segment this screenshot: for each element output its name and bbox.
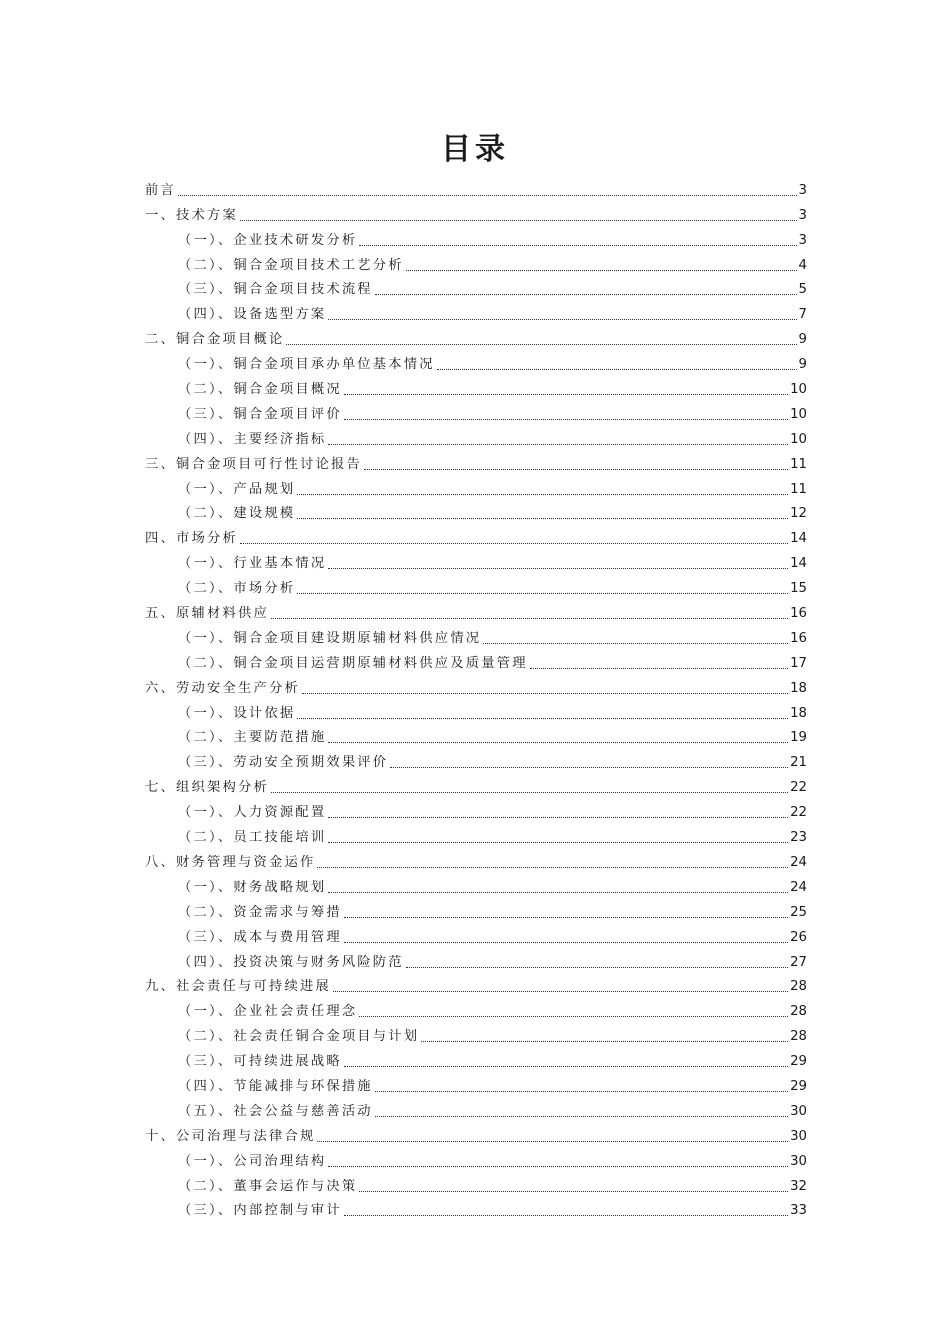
toc-entry-page-number: 5	[798, 282, 807, 298]
dot-leader	[178, 194, 797, 196]
dot-leader	[344, 1214, 788, 1216]
toc-entry-page-number: 7	[798, 307, 807, 323]
toc-entry-label: （一）、公司治理结构	[178, 1153, 327, 1169]
toc-entry-page-number: 9	[798, 357, 807, 373]
toc-entry-page-number: 16	[790, 606, 807, 622]
dot-leader	[359, 1190, 788, 1192]
toc-entry[interactable]	[145, 723, 807, 748]
toc-entry[interactable]	[145, 299, 807, 324]
toc-entry-label: 八、财务管理与资金运作	[145, 854, 316, 870]
toc-entry-page-number: 23	[790, 830, 807, 846]
toc-entry-label: （五）、社会公益与慈善活动	[178, 1103, 373, 1119]
toc-entry-label: （一）、人力资源配置	[178, 805, 327, 821]
dot-leader	[421, 1040, 788, 1042]
toc-entry-page-number: 9	[798, 332, 807, 348]
toc-entry-page-number: 10	[790, 431, 807, 447]
toc-entry[interactable]	[145, 548, 807, 573]
dot-leader	[406, 269, 797, 271]
toc-entry[interactable]	[145, 1046, 807, 1071]
dot-leader	[390, 766, 788, 768]
dot-leader	[333, 990, 788, 992]
toc-entry-page-number: 26	[790, 929, 807, 945]
toc-entry-label: （一）、行业基本情况	[178, 556, 327, 572]
dot-leader	[328, 816, 788, 818]
dot-leader	[271, 617, 788, 619]
dot-leader	[364, 468, 788, 470]
toc-entry-page-number: 14	[790, 531, 807, 547]
toc-entry-page-number: 3	[798, 207, 807, 223]
toc-entry[interactable]	[145, 1021, 807, 1046]
toc-entry-label: （三）、铜合金项目评价	[178, 406, 342, 422]
toc-entry-label: （一）、财务战略规划	[178, 879, 327, 895]
dot-leader	[317, 866, 788, 868]
toc-entry-label: （二）、铜合金项目概况	[178, 382, 342, 398]
toc-entry-page-number: 29	[790, 1078, 807, 1094]
dot-leader	[359, 1015, 788, 1017]
dot-leader	[328, 741, 788, 743]
toc-entry-page-number: 28	[790, 1029, 807, 1045]
toc-entry-label: （一）、企业社会责任理念	[178, 1004, 358, 1020]
toc-entry-page-number: 12	[790, 506, 807, 522]
toc-entry[interactable]	[145, 275, 807, 300]
toc-entry-page-number: 15	[790, 581, 807, 597]
toc-entry[interactable]	[145, 424, 807, 449]
toc-entry-label: （二）、资金需求与筹措	[178, 904, 342, 920]
toc-entry[interactable]	[145, 1146, 807, 1171]
dot-leader	[359, 244, 796, 246]
toc-entry-page-number: 11	[790, 456, 807, 472]
toc-entry-page-number: 30	[790, 1153, 807, 1169]
toc-entry-label: 六、劳动安全生产分析	[145, 680, 300, 696]
toc-entry[interactable]	[145, 349, 807, 374]
toc-entry-page-number: 3	[798, 232, 807, 248]
toc-entry-label: 十、公司治理与法律合规	[145, 1128, 316, 1144]
toc-entry[interactable]	[145, 972, 807, 997]
toc-entry[interactable]	[145, 623, 807, 648]
toc-entry-label: （三）、铜合金项目技术流程	[178, 282, 373, 298]
toc-entry-label: （三）、内部控制与审计	[178, 1203, 342, 1219]
toc-entry[interactable]	[145, 872, 807, 897]
toc-entry-page-number: 10	[790, 406, 807, 422]
toc-entry-page-number: 4	[798, 257, 807, 273]
toc-entry-label: 前言	[145, 182, 176, 198]
toc-entry[interactable]	[145, 648, 807, 673]
toc-entry-label: 二、铜合金项目概论	[145, 332, 285, 348]
toc-entry[interactable]	[145, 499, 807, 524]
dot-leader	[297, 717, 788, 719]
dot-leader	[328, 841, 788, 843]
toc-entry-label: 七、组织架构分析	[145, 780, 269, 796]
dot-leader	[344, 916, 788, 918]
toc-entry[interactable]	[145, 747, 807, 772]
toc-entry-label: （三）、可持续进展战略	[178, 1054, 342, 1070]
toc-entry[interactable]	[145, 523, 807, 548]
toc-entry[interactable]	[145, 1121, 807, 1146]
toc-entry[interactable]	[145, 449, 807, 474]
toc-entry-label: （四）、投资决策与财务风险防范	[178, 954, 404, 970]
toc-entry-page-number: 22	[790, 805, 807, 821]
dot-leader	[344, 418, 788, 420]
dot-leader	[328, 318, 796, 320]
toc-entry-label: （二）、铜合金项目技术工艺分析	[178, 257, 404, 273]
dot-leader	[297, 493, 788, 495]
toc-entry-label: 一、技术方案	[145, 207, 238, 223]
toc-entry-label: （二）、董事会运作与决策	[178, 1178, 358, 1194]
toc-entry-label: （一）、铜合金项目建设期原辅材料供应情况	[178, 630, 482, 646]
toc-entry-page-number: 16	[790, 630, 807, 646]
toc-entry-page-number: 30	[790, 1103, 807, 1119]
toc-entry[interactable]	[145, 474, 807, 499]
toc-entry-label: 九、社会责任与可持续进展	[145, 979, 331, 995]
toc-entry[interactable]	[145, 673, 807, 698]
toc-entry[interactable]	[145, 822, 807, 847]
toc-entry-label: （二）、员工技能培训	[178, 830, 327, 846]
toc-entry-label: （二）、社会责任铜合金项目与计划	[178, 1029, 420, 1045]
dot-leader	[286, 343, 796, 345]
toc-entry[interactable]	[145, 399, 807, 424]
dot-leader	[344, 1065, 788, 1067]
toc-entry-label: （四）、设备选型方案	[178, 307, 327, 323]
toc-entry-page-number: 17	[790, 655, 807, 671]
toc-entry-label: （三）、成本与费用管理	[178, 929, 342, 945]
toc-entry-label: （一）、企业技术研发分析	[178, 232, 358, 248]
toc-entry-label: （二）、市场分析	[178, 581, 296, 597]
toc-entry-page-number: 14	[790, 556, 807, 572]
toc-entry[interactable]	[145, 225, 807, 250]
toc-entry-label: 四、市场分析	[145, 531, 238, 547]
toc-entry-page-number: 21	[790, 755, 807, 771]
toc-entry[interactable]	[145, 897, 807, 922]
dot-leader	[302, 692, 788, 694]
toc-entry[interactable]	[145, 200, 807, 225]
dot-leader	[375, 1115, 788, 1117]
toc-entry[interactable]	[145, 374, 807, 399]
toc-entry[interactable]	[145, 996, 807, 1021]
toc-entry[interactable]	[145, 698, 807, 723]
toc-entry-label: （一）、铜合金项目承办单位基本情况	[178, 357, 435, 373]
toc-entry-label: 三、铜合金项目可行性讨论报告	[145, 456, 362, 472]
toc-entry-page-number: 18	[790, 705, 807, 721]
dot-leader	[317, 1140, 788, 1142]
dot-leader	[328, 567, 788, 569]
toc-entry-page-number: 24	[790, 854, 807, 870]
toc-entry[interactable]	[145, 922, 807, 947]
dot-leader	[240, 219, 797, 221]
dot-leader	[344, 393, 788, 395]
dot-leader	[375, 1090, 788, 1092]
toc-entry-page-number: 11	[790, 481, 807, 497]
toc-list	[145, 175, 807, 1220]
dot-leader	[328, 891, 788, 893]
toc-entry-page-number: 25	[790, 904, 807, 920]
dot-leader	[406, 966, 788, 968]
dot-leader	[297, 517, 788, 519]
toc-entry-label: （四）、节能减排与环保措施	[178, 1078, 373, 1094]
toc-entry[interactable]	[145, 772, 807, 797]
toc-entry-label: （二）、建设规模	[178, 506, 296, 522]
toc-entry-page-number: 18	[790, 680, 807, 696]
toc-entry-page-number: 30	[790, 1128, 807, 1144]
dot-leader	[375, 293, 797, 295]
toc-title: 目录	[441, 132, 509, 167]
toc-entry-label: （四）、主要经济指标	[178, 431, 327, 447]
toc-entry[interactable]	[145, 573, 807, 598]
toc-entry-page-number: 27	[790, 954, 807, 970]
toc-entry[interactable]	[145, 1196, 807, 1221]
toc-entry-label: （二）、主要防范措施	[178, 730, 327, 746]
toc-entry-page-number: 10	[790, 382, 807, 398]
dot-leader	[297, 592, 788, 594]
toc-entry-page-number: 33	[790, 1203, 807, 1219]
toc-entry-page-number: 28	[790, 979, 807, 995]
dot-leader	[271, 791, 788, 793]
dot-leader	[437, 368, 797, 370]
toc-entry[interactable]	[145, 250, 807, 275]
dot-leader	[530, 667, 788, 669]
toc-entry[interactable]	[145, 175, 807, 200]
toc-entry[interactable]	[145, 1096, 807, 1121]
toc-entry-label: （一）、设计依据	[178, 705, 296, 721]
toc-entry-label: （一）、产品规划	[178, 481, 296, 497]
toc-entry-page-number: 19	[790, 730, 807, 746]
dot-leader	[328, 443, 788, 445]
toc-entry-page-number: 28	[790, 1004, 807, 1020]
toc-entry[interactable]	[145, 1071, 807, 1096]
toc-entry-label: （二）、铜合金项目运营期原辅材料供应及质量管理	[178, 655, 528, 671]
dot-leader	[344, 941, 788, 943]
toc-entry-label: （三）、劳动安全预期效果评价	[178, 755, 389, 771]
dot-leader	[483, 642, 788, 644]
dot-leader	[328, 1165, 788, 1167]
toc-entry[interactable]	[145, 1171, 807, 1196]
toc-entry[interactable]	[145, 797, 807, 822]
toc-entry-page-number: 3	[798, 182, 807, 198]
toc-entry[interactable]	[145, 598, 807, 623]
toc-entry[interactable]	[145, 947, 807, 972]
toc-entry-label: 五、原辅材料供应	[145, 606, 269, 622]
dot-leader	[240, 542, 788, 544]
toc-entry-page-number: 24	[790, 879, 807, 895]
toc-entry-page-number: 22	[790, 780, 807, 796]
toc-entry-page-number: 29	[790, 1054, 807, 1070]
toc-entry-page-number: 32	[790, 1178, 807, 1194]
toc-entry[interactable]	[145, 324, 807, 349]
toc-entry[interactable]	[145, 847, 807, 872]
